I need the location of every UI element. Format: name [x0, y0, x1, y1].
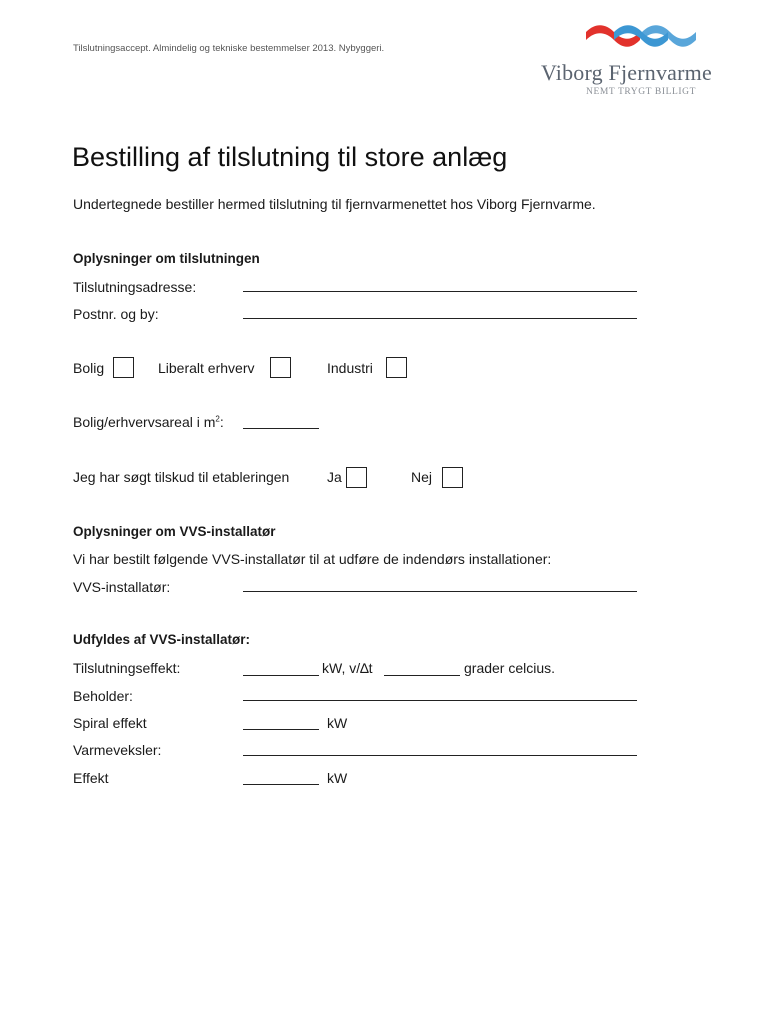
- subsidy-label: Jeg har søgt tilskud til etableringen: [73, 469, 290, 485]
- logo-tagline: NEMT TRYGT BILLIGT: [586, 87, 697, 97]
- type-bolig-checkbox[interactable]: [113, 357, 134, 378]
- address-field[interactable]: [243, 291, 637, 292]
- logo-name: Viborg Fjernvarme: [541, 60, 712, 85]
- section-connection-heading: Oplysninger om tilslutningen: [73, 251, 260, 266]
- power-unit: kW: [327, 770, 348, 786]
- area-label: Bolig/erhvervsareal i $m^2$:: [73, 414, 224, 430]
- postal-label: Postnr. og by:: [73, 306, 159, 322]
- section-vvs-heading: Udfyldes af VVS-installatør:: [73, 632, 251, 647]
- delta-t-field[interactable]: [384, 675, 460, 676]
- postal-field[interactable]: [243, 318, 637, 319]
- section-installer-heading: Oplysninger om VVS-installatør: [73, 524, 276, 539]
- power-field[interactable]: [243, 784, 319, 785]
- subsidy-no-label: Nej: [411, 469, 433, 485]
- header-note: Tilslutningsaccept. Almindelig og tekniske bestemmelser 2013. Nybyggeri.: [73, 43, 385, 54]
- installer-field[interactable]: [243, 591, 637, 592]
- type-bolig-label: Bolig: [73, 360, 105, 376]
- exchanger-label: Varmeveksler:: [73, 742, 162, 758]
- installer-text: Vi har bestilt følgende VVS-installatør til at udføre de indendørs installationer:: [73, 551, 552, 567]
- spiral-label: Spiral effekt: [73, 715, 147, 731]
- address-label: Tilslutningsadresse:: [73, 279, 197, 295]
- subsidy-yes-checkbox[interactable]: [346, 467, 367, 488]
- type-industri-checkbox[interactable]: [386, 357, 407, 378]
- subsidy-no-checkbox[interactable]: [442, 467, 463, 488]
- installer-label: VVS-installatør:: [73, 579, 171, 595]
- type-liberalt-checkbox[interactable]: [270, 357, 291, 378]
- subsidy-yes-label: Ja: [327, 469, 342, 485]
- company-logo: [540, 20, 745, 105]
- type-liberalt-label: Liberalt erhverv: [158, 360, 255, 376]
- type-industri-label: Industri: [327, 360, 373, 376]
- exchanger-field[interactable]: [243, 755, 637, 756]
- spiral-field[interactable]: [243, 729, 319, 730]
- effect-label: Tilslutningseffekt:: [73, 660, 181, 676]
- tank-label: Beholder:: [73, 688, 133, 704]
- area-field[interactable]: [243, 428, 319, 429]
- logo-waves-icon: [584, 20, 704, 60]
- effect-field[interactable]: [243, 675, 319, 676]
- spiral-unit: kW: [327, 715, 348, 731]
- effect-unit-2: grader celcius.: [464, 660, 556, 676]
- intro-text: Undertegnede bestiller hermed tilslutning til fjernvarmenettet hos Viborg Fjernvarme.: [73, 196, 596, 212]
- tank-field[interactable]: [243, 700, 637, 701]
- effect-unit: kW, v/∆t: [322, 660, 373, 676]
- page-title: Bestilling af tilslutning til store anlæg: [72, 142, 508, 172]
- power-label: Effekt: [73, 770, 109, 786]
